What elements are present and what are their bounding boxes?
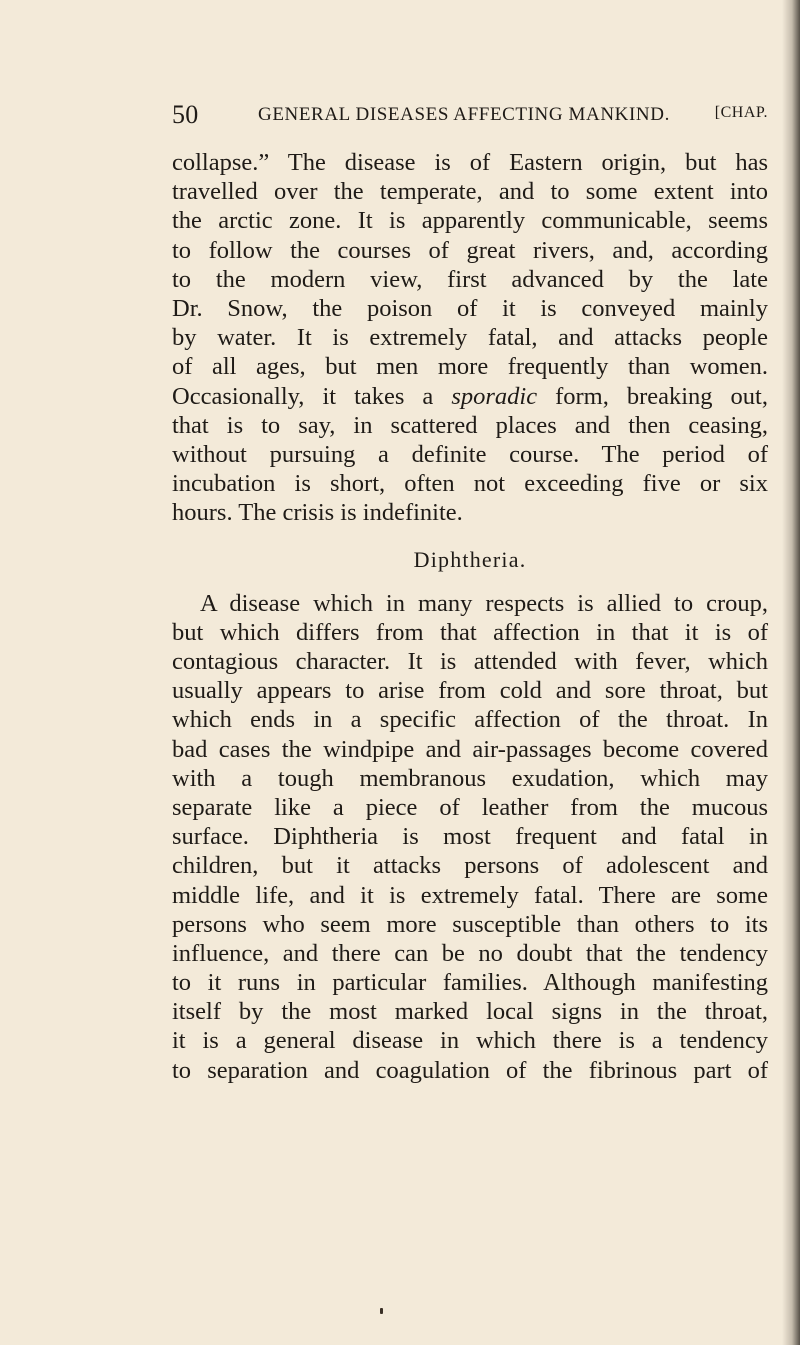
page-edge-shadow (782, 0, 800, 1345)
text-line: it is a general disease in which there is a tendency (172, 1027, 768, 1055)
text-line: surface. Diphtheria is most frequent and fatal in (172, 823, 768, 851)
ink-speck (380, 1308, 383, 1314)
text-line: to separation and coagulation of the fibrinous part of (172, 1056, 768, 1084)
text-line: contagious character. It is attended with fever, which (172, 648, 768, 675)
text-line: travelled over the temperate, and to some extent into (172, 178, 768, 206)
text-line: which ends in a specific affection of the throat. In (172, 706, 768, 734)
text-line: children, but it attacks persons of adolescent and (172, 852, 768, 880)
text-line: by water. It is extremely fatal, and attacks people (172, 324, 768, 352)
text-line: without pursuing a definite course. The period of (172, 440, 768, 468)
text-line: of all ages, but men more frequently than women. (172, 353, 768, 381)
text-line: separate like a piece of leather from the mucous (172, 793, 768, 821)
text-line: that is to say, in scattered places and then ceasing, (172, 411, 768, 439)
text-line: incubation is short, often not exceeding five or six (172, 470, 768, 498)
chapter-mark: [CHAP. (714, 104, 768, 121)
text-line: the arctic zone. It is apparently communicable, seems (172, 207, 768, 235)
paragraph-cholera (172, 148, 768, 527)
text-line: to follow the courses of great rivers, and, according (172, 236, 768, 264)
text-line: to the modern view, first advanced by the late (172, 265, 768, 293)
text-line: middle life, and it is extremely fatal. There are some (172, 881, 768, 909)
text-line: A disease which in many respects is allied to croup, (200, 589, 768, 617)
text-line: hours. The crisis is indefinite. (172, 499, 463, 527)
text-line: itself by the most marked local signs in the throat, (172, 998, 768, 1026)
text-line: to it runs in particular families. Although manifesting (172, 969, 768, 997)
text-line: usually appears to arise from cold and sore throat, but (172, 677, 768, 705)
running-head-title: GENERAL DISEASES AFFECTING MANKIND. (258, 104, 670, 125)
text-line-sporadic (172, 382, 768, 411)
text-line: influence, and there can be no doubt that the tendency (172, 939, 768, 967)
text-line: collapse.” The disease is of Eastern origin, but has (172, 149, 768, 176)
sporadic-after: form, breaking out, (537, 382, 768, 410)
running-head (172, 100, 768, 134)
body-text (172, 148, 768, 1085)
text-line: bad cases the windpipe and air-passages become covered (172, 735, 768, 763)
text-line: Dr. Snow, the poison of it is conveyed mainly (172, 294, 768, 322)
paragraph-diphtheria (172, 589, 768, 1085)
section-heading: Diphtheria. (413, 547, 527, 573)
text-line: persons who seem more susceptible than others to its (172, 910, 768, 938)
text-line: but which differs from that affection in that it is of (172, 618, 768, 646)
text-line: with a tough membranous exudation, which may (172, 764, 768, 792)
sporadic-italic: sporadic (451, 382, 538, 410)
page-number: 50 (172, 100, 199, 129)
sporadic-before: Occasionally, it takes a (172, 382, 452, 410)
